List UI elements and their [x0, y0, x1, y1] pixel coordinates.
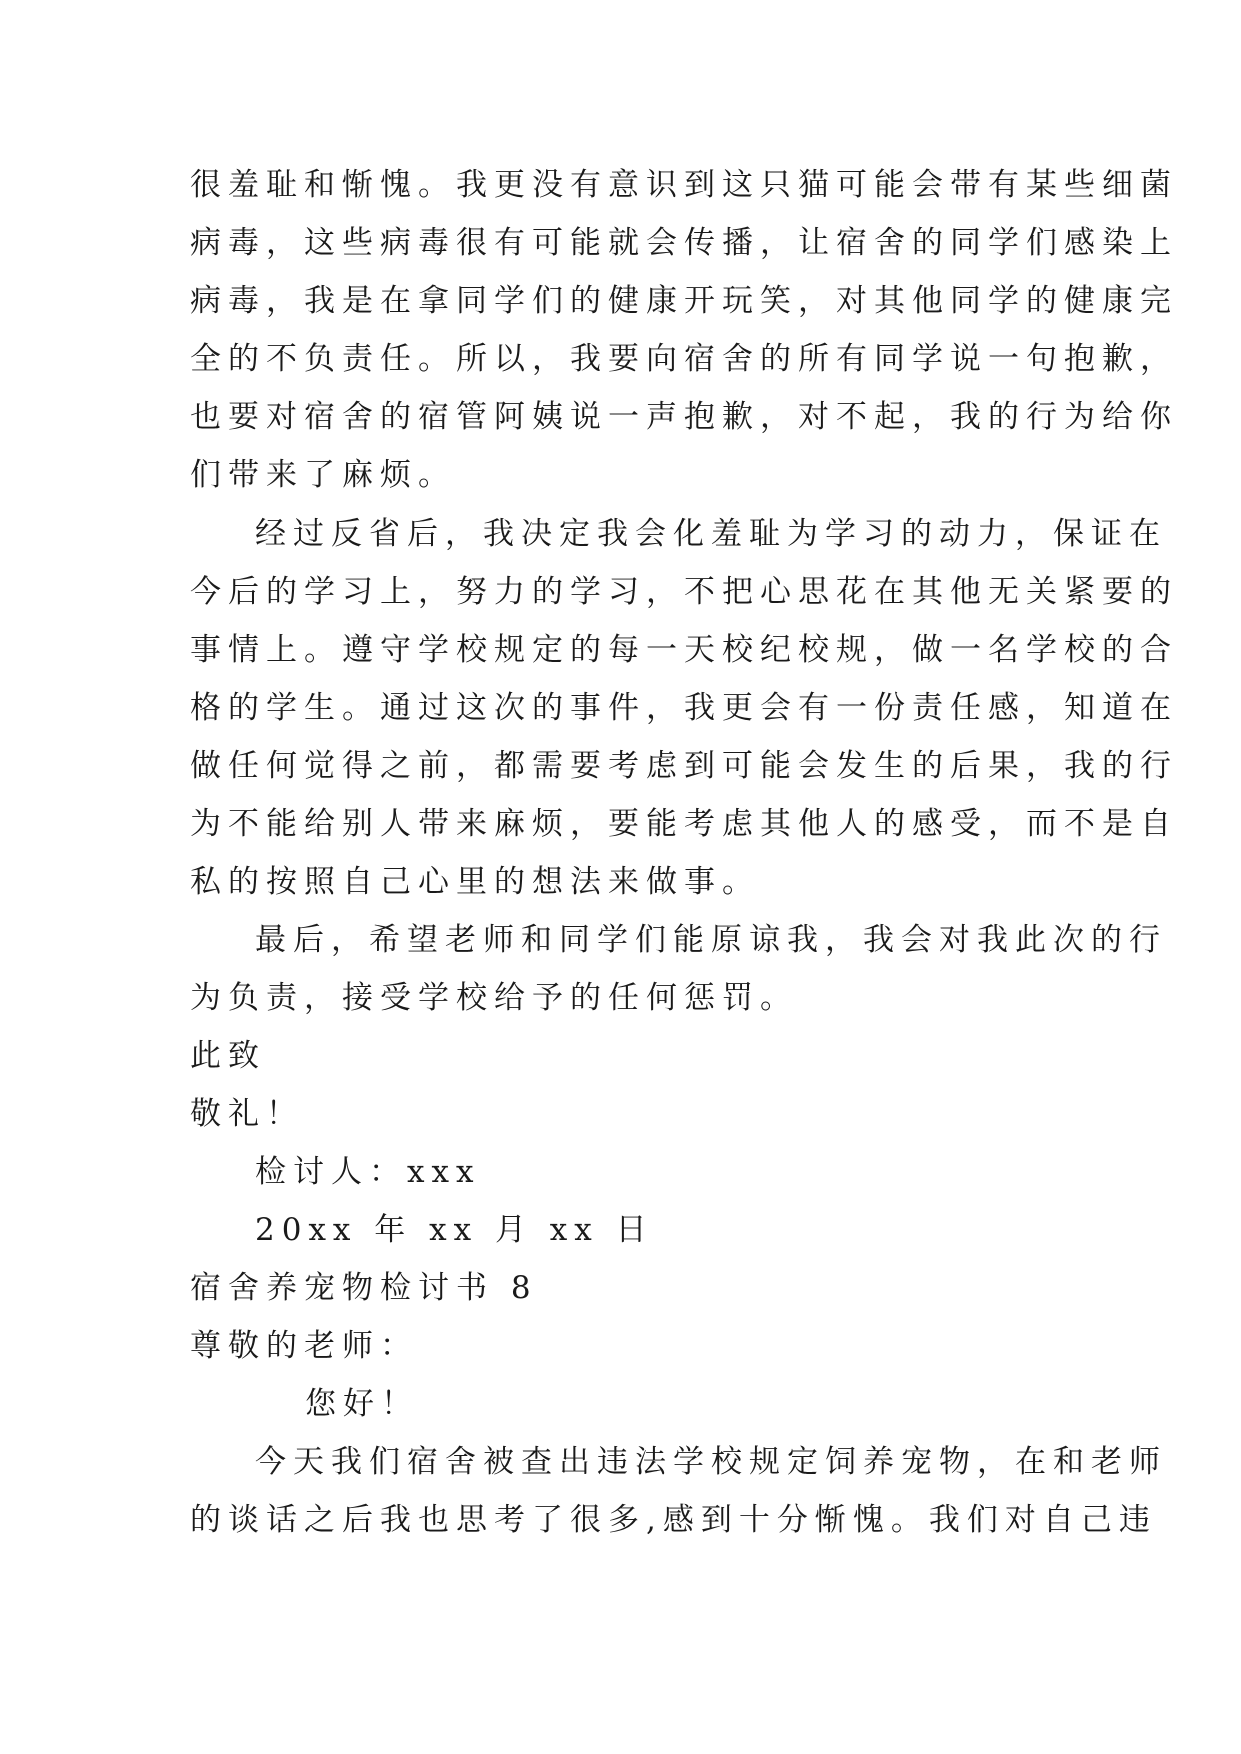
body-text-line: 病毒，我是在拿同学们的健康开玩笑，对其他同学的健康完	[190, 283, 1178, 319]
paragraph-start-line: 最后，希望老师和同学们能原谅我，我会对我此次的行	[255, 922, 1167, 958]
date-line: 20xx 年 xx 月 xx 日	[255, 1212, 654, 1248]
body-text-line: 今后的学习上，努力的学习，不把心思花在其他无关紧要的	[190, 574, 1178, 610]
section-title: 宿舍养宠物检讨书 8	[190, 1270, 538, 1306]
body-text-line: 的谈话之后我也思考了很多,感到十分惭愧。我们对自己违	[190, 1502, 1157, 1538]
greeting-hello: 您好！	[305, 1386, 419, 1422]
body-text-line: 为不能给别人带来麻烦，要能考虑其他人的感受，而不是自	[190, 806, 1178, 842]
greeting-addressee: 尊敬的老师：	[190, 1328, 418, 1364]
paragraph-start-line: 今天我们宿舍被查出违法学校规定饲养宠物，在和老师	[255, 1444, 1167, 1480]
signature-line: 检讨人：xxx	[255, 1154, 481, 1190]
body-text-line: 全的不负责任。所以，我要向宿舍的所有同学说一句抱歉，	[190, 341, 1178, 377]
body-text-line: 很羞耻和惭愧。我更没有意识到这只猫可能会带有某些细菌	[190, 167, 1178, 203]
body-text-line: 病毒，这些病毒很有可能就会传播，让宿舍的同学们感染上	[190, 225, 1178, 261]
body-text-line: 们带来了麻烦。	[190, 457, 456, 493]
closing-salutation: 此致	[190, 1038, 266, 1074]
body-text-line: 为负责，接受学校给予的任何惩罚。	[190, 980, 798, 1016]
body-text-line: 也要对宿舍的宿管阿姨说一声抱歉，对不起，我的行为给你	[190, 399, 1178, 435]
body-text-line: 做任何觉得之前，都需要考虑到可能会发生的后果，我的行	[190, 748, 1178, 784]
closing-regards: 敬礼！	[190, 1096, 304, 1132]
body-text-line: 私的按照自己心里的想法来做事。	[190, 864, 760, 900]
body-text-line: 格的学生。通过这次的事件，我更会有一份责任感，知道在	[190, 690, 1178, 726]
body-text-line: 事情上。遵守学校规定的每一天校纪校规，做一名学校的合	[190, 632, 1178, 668]
paragraph-start-line: 经过反省后，我决定我会化羞耻为学习的动力，保证在	[255, 516, 1167, 552]
